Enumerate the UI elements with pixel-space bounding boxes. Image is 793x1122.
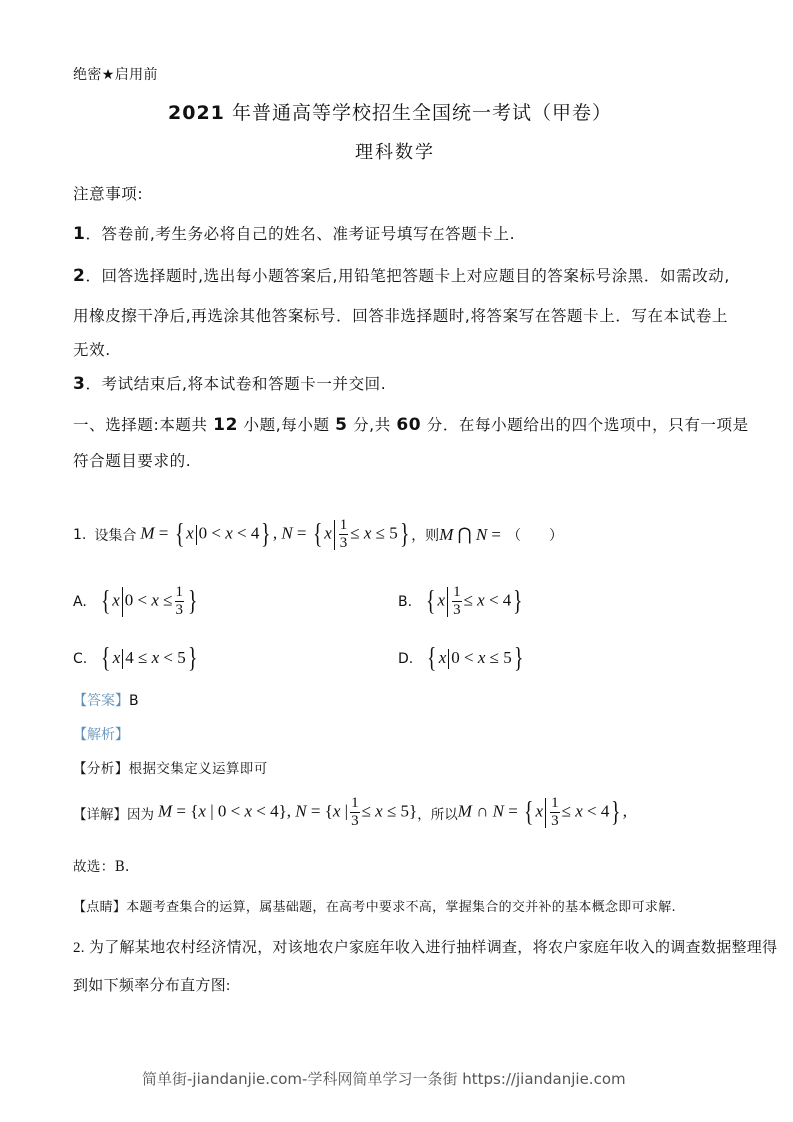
note-number: 3	[73, 374, 86, 394]
analysis-label: 【解析】	[73, 727, 129, 743]
option-expression: { x 0 < x ≤ $\frac{1}{3}$ }	[100, 584, 198, 618]
fenxi-text: 根据交集定义运算即可	[128, 761, 268, 777]
detail-mid: ，所以	[417, 806, 458, 823]
note-item-3	[73, 372, 386, 394]
question-then: ，则	[411, 527, 440, 544]
page-subtitle: 理科数学	[355, 142, 435, 163]
question-prefix: 设集合	[94, 527, 137, 544]
note-number: 1	[73, 224, 86, 244]
title-year: 2021	[168, 102, 225, 124]
comment-label: 【点睛】	[73, 900, 127, 915]
comment-text: 本题考查集合的运算，属基础题，在高考中要求不高，掌握集合的交并补的基本概念即可求解.	[126, 900, 676, 915]
option-b	[398, 585, 525, 618]
section-text: 分,共	[347, 416, 397, 434]
question-1	[73, 518, 563, 551]
points-total: 60	[396, 415, 422, 435]
note-number: 2	[73, 266, 86, 286]
note-text: ．考试结束后,将本试卷和答题卡一并交回.	[85, 375, 387, 393]
section-text: 分．在每小题给出的四个选项中，只有一项是	[421, 416, 749, 434]
question-number: 1.	[73, 526, 87, 543]
option-a	[73, 585, 199, 618]
option-letter: C.	[73, 651, 88, 667]
option-expression: { x 4 ≤ x < 5}	[101, 643, 198, 674]
note-item-2	[73, 264, 730, 286]
detail-sets: M = {x | 0 < x < 4}, N = {x | $\frac{1}{3}$ ≤ x ≤ 5}	[158, 795, 418, 829]
title-text: 年普通高等学校招生全国统一考试（甲卷）	[231, 102, 612, 124]
page-title	[168, 98, 612, 125]
answer-label: 【答案】	[73, 693, 129, 709]
detail-result: M ∩ N = { x $\frac{1}{3}$ ≤ x < 4} ,	[457, 795, 628, 829]
fenxi-label: 【分析】	[73, 761, 129, 777]
choose-line: 故选：B.	[73, 859, 130, 875]
option-expression: { x $\frac{1}{3}$ ≤ x < 4}	[426, 584, 523, 618]
section-text: 小题,每小题	[238, 416, 336, 434]
answer-line	[73, 690, 139, 710]
fenxi-line	[73, 757, 268, 777]
detail-line	[73, 796, 627, 829]
section-heading-cont: 符合题目要求的.	[73, 452, 192, 470]
option-letter: D.	[398, 651, 414, 667]
option-d	[398, 643, 525, 675]
question-ask: M ⋂ N =	[439, 524, 501, 544]
answer-value: B	[129, 693, 139, 709]
secret-mark: 绝密★启用前	[73, 67, 158, 83]
footer-watermark: 简单街-jiandanjie.com-学科网简单学习一条街 https://jiandanjie.com	[142, 1070, 626, 1088]
points-each: 5	[335, 415, 348, 435]
note-item-1	[73, 222, 515, 244]
section-text: 一、选择题:本题共	[73, 416, 214, 434]
comment-line	[73, 896, 676, 915]
section-heading	[73, 413, 749, 435]
option-letter: B.	[398, 593, 413, 610]
detail-label: 【详解】	[73, 806, 127, 823]
question-count: 12	[213, 415, 239, 435]
set-m-expression: M = { x 0 < x < 4} , N = { x $\frac{1}{3}$ ≤ x ≤ 5}	[140, 517, 410, 551]
option-letter: A.	[73, 593, 87, 610]
note-item-2-end: 无效.	[73, 341, 111, 359]
question-2-line-2: 到如下频率分布直方图:	[73, 978, 231, 994]
note-item-2-cont: 用橡皮擦干净后,再选涂其他答案标号．回答非选择题时,将答案写在答题卡上．写在本试卷上	[73, 307, 729, 325]
question-2-line-1: 2. 为了解某地农村经济情况，对该地农户家庭年收入进行抽样调查，将农户家庭年收入的调查数据整理得	[73, 940, 778, 956]
notes-heading: 注意事项:	[73, 185, 144, 203]
option-c	[73, 643, 199, 675]
note-text: ．回答选择题时,选出每小题答案后,用铅笔把答题卡上对应题目的答案标号涂黑．如需改动,	[85, 267, 730, 285]
note-text: ．答卷前,考生务必将自己的姓名、准考证号填写在答题卡上.	[85, 225, 516, 243]
detail-prefix: 因为	[127, 806, 154, 823]
answer-blank: （ ）	[507, 527, 563, 544]
option-expression: { x 0 < x ≤ 5}	[427, 643, 524, 674]
